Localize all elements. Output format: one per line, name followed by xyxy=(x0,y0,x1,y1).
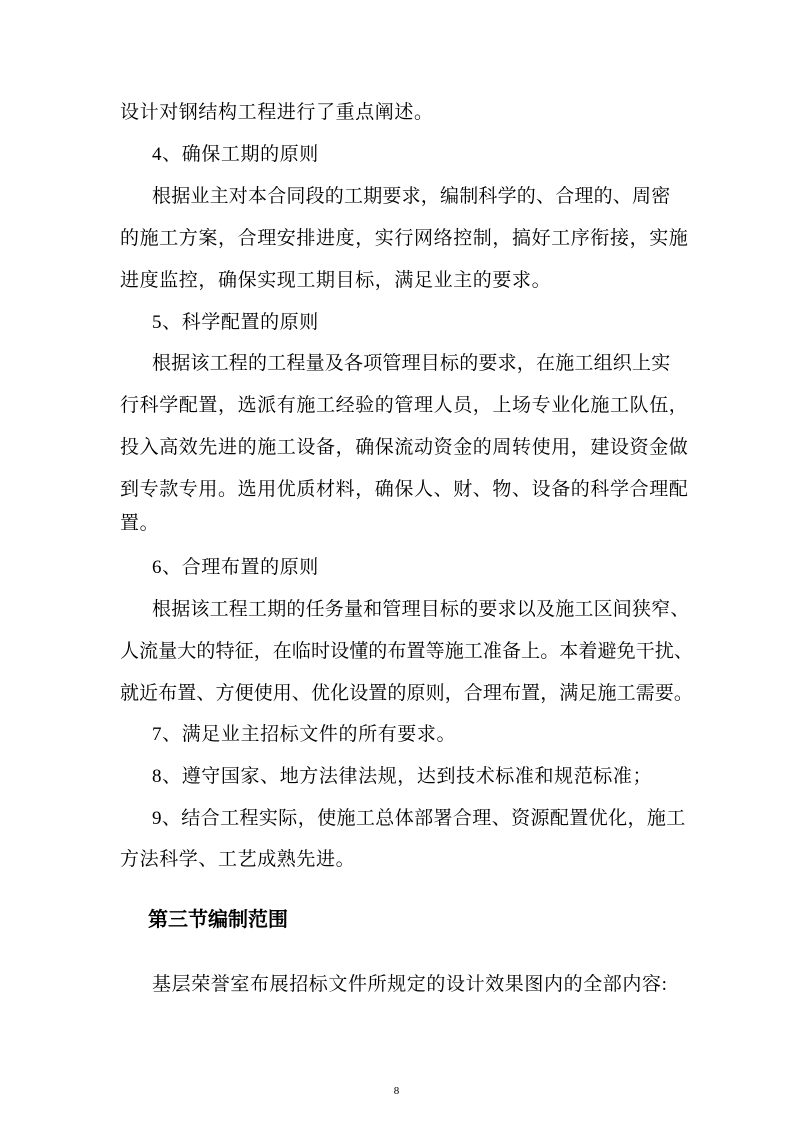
item-7: 7、满足业主招标文件的所有要求。 xyxy=(152,724,457,745)
text-line: 就近布置、方便使用、优化设置的原则，合理布置，满足施工需要。 xyxy=(120,683,694,704)
page-number: 8 xyxy=(393,1085,400,1097)
subheading-4: 4、确保工期的原则 xyxy=(152,144,319,165)
scope-text: 基层荣誉室布展招标文件所规定的设计效果图内的全部内容: xyxy=(152,974,668,995)
text-line: 的施工方案，合理安排进度，实行网络控制，搞好工序衔接，实施 xyxy=(120,228,689,249)
subheading-5: 5、科学配置的原则 xyxy=(152,312,319,333)
text-line: 根据该工程的工程量及各项管理目标的要求，在施工组织上实 xyxy=(152,353,671,374)
text-line: 设计对钢结构工程进行了重点阐述。 xyxy=(120,102,434,123)
text-line: 投入高效先进的施工设备，确保流动资金的周转使用，建设资金做 xyxy=(120,437,689,458)
text-line: 到专款专用。选用优质材料，确保人、财、物、设备的科学合理配 xyxy=(120,479,689,500)
text-line: 人流量大的特征，在临时设懂的布置等施工准备上。本着避免干扰、 xyxy=(120,641,694,662)
subheading-6: 6、合理布置的原则 xyxy=(152,557,319,578)
text-line: 置。 xyxy=(120,513,160,534)
text-line: 根据该工程工期的任务量和管理目标的要求以及施工区间狭窄、 xyxy=(152,599,690,620)
text-line: 方法科学、工艺成熟先进。 xyxy=(120,849,356,870)
item-8: 8、遵守国家、地方法律法规，达到技术标准和规范标准； xyxy=(152,766,653,787)
text-line: 行科学配置，选派有施工经验的管理人员，上场专业化施工队伍， xyxy=(120,395,689,416)
item-9: 9、结合工程实际，使施工总体部署合理、资源配置优化，施工 xyxy=(152,808,686,829)
text-line: 根据业主对本合同段的工期要求，编制科学的、合理的、周密 xyxy=(152,186,671,207)
text-line: 进度监控，确保实现工期目标，满足业主的要求。 xyxy=(120,270,552,291)
section-heading: 第三节编制范围 xyxy=(148,907,288,931)
